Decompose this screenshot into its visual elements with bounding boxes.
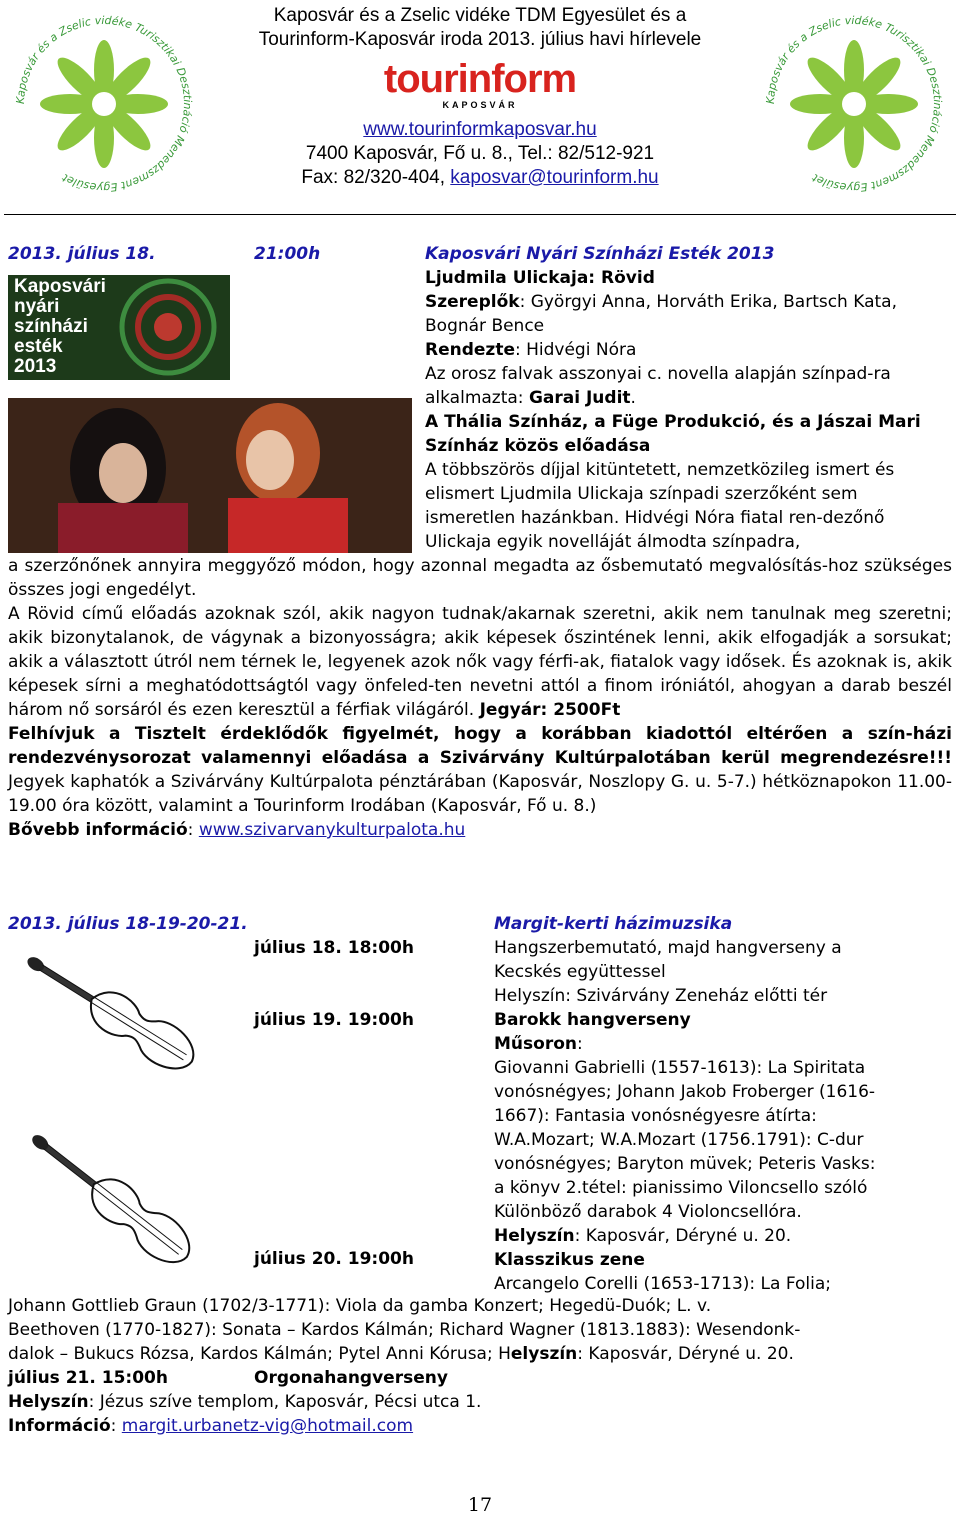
classical-title: Klasszikus zene xyxy=(494,1250,645,1270)
notice-paragraph: Felhívjuk a Tisztelt érdeklődők figyelmét, hogy a korábban kiadottól eltérően a szín-házi rendezvénysorozat valamennyi előadása a Szivárvány Kultúrpalotában kerül megrendezésre!!! Jegyek kaphatók a Szivárvány Kultúrpalota pénztárában (Kaposvár, Noszlopy G. u. 5-7.) hétköznapokon 11.00-19.00 óra között, valamint a Tourinform Irodában (Kaposvár, Fő u. 8.) xyxy=(8,724,952,816)
address-line: 7400 Kaposvár, Fő u. 8., Tel.: 82/512-921 xyxy=(305,143,655,164)
association-logo-icon xyxy=(754,4,954,204)
header-title-line2: Tourinform-Kaposvár iroda 2013. július havi hírlevele xyxy=(258,29,702,50)
coproduction-line: A Thália Színház, a Füge Produkció, és a Jászai Mari Színház közös előadása xyxy=(425,412,921,456)
cast-line: Szereplők: Györgyi Anna, Horváth Erika, Bartsch Kata, Bognár Bence xyxy=(425,292,897,336)
director-line: Rendezte: Hidvégi Nóra xyxy=(425,340,637,360)
right-logo xyxy=(754,4,954,208)
organiser-email-link[interactable]: margit.urbanetz-vig@hotmail.com xyxy=(121,1416,414,1436)
schedule-footer: Johann Gottlieb Graun (1702/3-1771): Viola da gamba Konzert; Hegedü-Duók; L. v. Beethoven (1770-1827): Sonata – Kardos Kálmán; Richard Wagner (1813.1883): Wesendonk- dalok – Bukucs Rózsa, Kardos Kálmán; Pytel Anni Kórusa; Helyszín: Kaposvár, Déryné u. 20. július 21. 15:00h Orgonahangverseny Helyszín: Jézus szíve templom, Kaposvár, Pécsi utca 1. Információ: margit.urbanetz-vig@hotmail.com xyxy=(8,1296,801,1436)
violin-icon xyxy=(6,1118,234,1293)
actresses-photo-icon xyxy=(8,398,412,553)
svg-text:Kaposvár és a Zselic vidéke Tu: Kaposvár és a Zselic vidéke Turisztikai Desztináció Menedzsment Egyesület xyxy=(763,13,945,195)
schedule-date-2: július 19. 19:00h xyxy=(254,1010,414,1030)
violin-image-2 xyxy=(6,1118,234,1293)
newsletter-header xyxy=(200,4,760,52)
schedule-date-1: július 18. 18:00h xyxy=(254,938,414,958)
fax-line: Fax: 82/320-404, xyxy=(301,167,451,188)
schedule-details: Hangszerbemutató, majd hangverseny a Kecskés együttessel Helyszín: Szivárvány Zeneház előtti tér Barokk hangverseny Műsoron: Giovanni Gabrielli (1557-1613): La Spiritata vonósnégyes; Johann Jakob Froberger (1616- 1667): Fantasia vonósnégyesre átírta: W.A.Mozart; W.A.Mozart (1756.1791): C-dur vonósnégyes; Baryton müvek; Peteris Vasks: a könyv 2.tétel: pianissimo Viloncsello szóló Különböző darabok 4 Violoncsellóra. Helyszín: Kaposvár, Déryné u. 20. Klasszikus zene Arcangelo Corelli (1653-1713): La Folia; xyxy=(494,936,954,1296)
baroque-title: Barokk hangverseny xyxy=(494,1010,691,1030)
intro-paragraph: A többszörös díjjal kitüntetett, nemzetközileg ismert és elismert Ljudmila Ulickaja színpadi szerzőként sem ismeretlen hazánkban. Hidvégi Nóra fiatal ren-dezőnő Ulickaja egyik novelláját álmodta színpadra, xyxy=(425,460,895,552)
left-logo xyxy=(4,4,204,208)
event1-title: Kaposvári Nyári Színházi Esték 2013 xyxy=(425,244,775,264)
event1-time: 21:00h xyxy=(254,244,321,264)
play-title: Ljudmila Ulickaja: Rövid xyxy=(425,268,655,288)
violin-image-1 xyxy=(6,938,234,1098)
website-link[interactable]: www.tourinformkaposvar.hu xyxy=(363,119,597,140)
event1-details xyxy=(425,266,952,554)
header-title-line1: Kaposvár és a Zselic vidéke TDM Egyesület és a xyxy=(273,5,687,26)
event2-title: Margit-kerti házimuzsika xyxy=(494,914,733,934)
association-logo-icon xyxy=(4,4,204,204)
continuation-paragraph: a szerzőnőnek annyira meggyőző módon, hogy azonnal megadta az ősbemutató megvalósítás-hoz szükséges összes jogi engedélyt. xyxy=(8,556,952,600)
schedule-date-3: július 20. 19:00h xyxy=(254,1249,414,1269)
event1-date: 2013. július 18. xyxy=(8,244,156,264)
contact-block xyxy=(200,118,760,190)
more-info-line: Bővebb információ: www.szivarvanykulturpalota.hu xyxy=(8,820,466,840)
event2-date: 2013. július 18-19-20-21. xyxy=(8,914,248,934)
email-link[interactable]: kaposvar@tourinform.hu xyxy=(450,167,659,188)
event1-body xyxy=(8,554,952,842)
svg-text:Kaposvár és a Zselic vidéke Tu: Kaposvár és a Zselic vidéke Turisztikai Desztináció Menedzsment Egyesület xyxy=(13,13,195,195)
tourinform-logo: tourinform KAPOSVÁR xyxy=(383,57,577,110)
violin-icon xyxy=(6,938,234,1098)
szivarvany-link[interactable]: www.szivarvanykulturpalota.hu xyxy=(198,820,466,840)
page-number: 17 xyxy=(467,1494,493,1516)
festival-poster: Kaposvári nyári színházi esték 2013 xyxy=(8,275,230,380)
header-divider xyxy=(4,214,956,215)
main-paragraph: A Rövid című előadás azoknak szól, akik nagyon tudnak/akarnak szeretni, akik nem tanulnak meg szeretni; akik bizonytalanok, de vágynak a bizonyosságra; akik képesek őszintének lenni, akik elfogadják a sorsukat; akik a választott útról nem térnek le, legyenek azok nők vagy férfi-ak, fiatalok vagy idősek. És azoknak is, akik képesek sírni a meghatódottságtól vagy önfeled-ten nevetni attól a finom iróniától, ahogyan a darab beszél három nő sorsáról és ezen keresztül a férfiak világáról. Jegyár: 2500Ft xyxy=(8,604,952,720)
play-photo xyxy=(8,398,412,553)
adaptation-line: Az orosz falvak asszonyai c. novella alapján színpad-ra alkalmazta: Garai Judit. xyxy=(425,364,891,408)
